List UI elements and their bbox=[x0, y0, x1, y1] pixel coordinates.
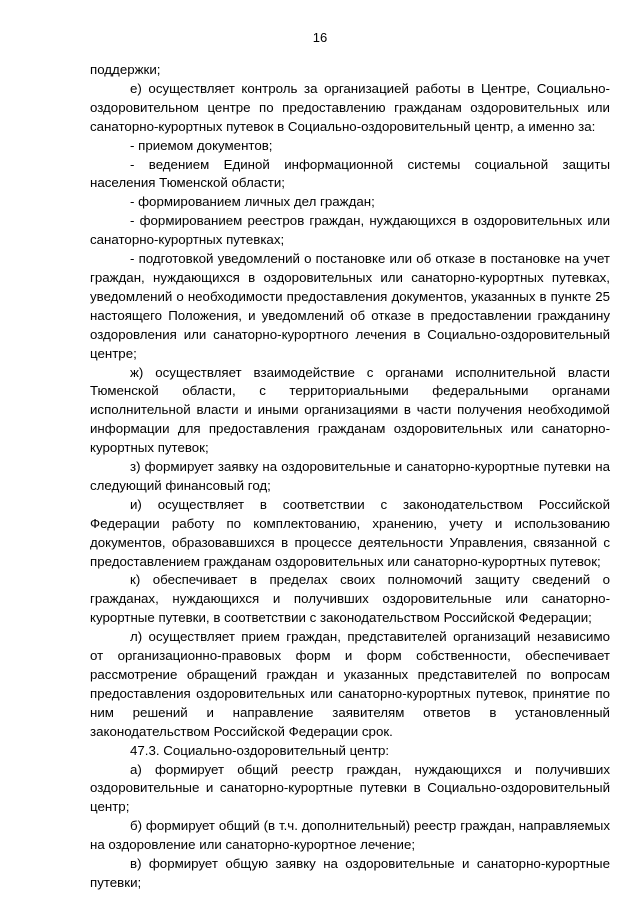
paragraph-item-i: и) осуществляет в соответствии с законодательством Российской Федерации работу по комплектованию, хранению, учету и использованию документов, образовавшихся в процессе деятельности Управления, связанной с предоставлением гражданам оздоровительных или санаторно-курортных путевок; bbox=[90, 496, 610, 569]
paragraph-item-z: з) формирует заявку на оздоровительные и санаторно-курортные путевки на следующий финансовый год; bbox=[90, 459, 610, 493]
paragraph-item-e: е) осуществляет контроль за организацией работы в Центре, Социально-оздоровительном центре по предоставлению гражданам оздоровительных или санаторно-курортных путевок в Социально-оздоровительный центр, а именно за: bbox=[90, 80, 610, 134]
paragraph-item-b: б) формирует общий (в т.ч. дополнительный) реестр граждан, направляемых на оздоровление или санаторно-курортное лечение; bbox=[90, 818, 610, 853]
subitem-notifications: - подготовкой уведомлений о постановке или об отказе в постановке на учет граждан, нуждающихся в оздоровительных или санаторно-курортных путевках, уведомлений о необходимости предоставления документов, указанных в пункте 25 настоящего Положения, и уведомлений об отказе в предоставлении гражданину оздоровления или санаторно-курортного лечения в Социально-оздоровительный центре; bbox=[90, 251, 610, 361]
subitem-documents: - приемом документов; bbox=[130, 137, 273, 153]
paragraph-continuation: поддержки; bbox=[90, 62, 161, 77]
subitem-information-system: - ведением Единой информационной системы социальной защиты населения Тюменской области; bbox=[90, 156, 610, 191]
paragraph-item-l: л) осуществляет прием граждан, представителей организаций независимо от организационно-правовых форм и форм собственности, обеспечивает рассмотрение обращений граждан и указанных представителей по вопросам предоставления оздоровительных или санаторно-курортных путевок, принятие по ним решений и направление заявителям ответов в установленный законодательством Российской Федерации срок. bbox=[90, 629, 610, 739]
paragraph-item-zh: ж) осуществляет взаимодействие с органами исполнительной власти Тюменской области, с территориальными федеральными органами исполнительной власти и иными организациями в части получения необходимой информации для предоставления гражданам оздоровительных или санаторно-курортных путевок; bbox=[90, 364, 610, 456]
document-body bbox=[90, 61, 610, 893]
paragraph-item-v: в) формирует общую заявку на оздоровительные и санаторно-курортные путевки; bbox=[90, 856, 610, 890]
subitem-registers: - формированием реестров граждан, нуждающихся в оздоровительных или санаторно-курортных путевках; bbox=[90, 213, 610, 248]
paragraph-item-a: а) формирует общий реестр граждан, нуждающихся и получивших оздоровительные и санаторно-курортные путевки в Социально-оздоровительный центр; bbox=[90, 761, 610, 815]
subitem-personal-files: - формированием личных дел граждан; bbox=[130, 194, 375, 210]
paragraph-item-k: к) обеспечивает в пределах своих полномочий защиту сведений о гражданах, нуждающихся и получивших оздоровительные или санаторно-курортные путевки, в соответствии с законодательством Российской Федерации; bbox=[90, 572, 610, 626]
page-number: 16 bbox=[312, 30, 328, 45]
section-heading-47-3: 47.3. Социально-оздоровительный центр: bbox=[130, 742, 390, 758]
